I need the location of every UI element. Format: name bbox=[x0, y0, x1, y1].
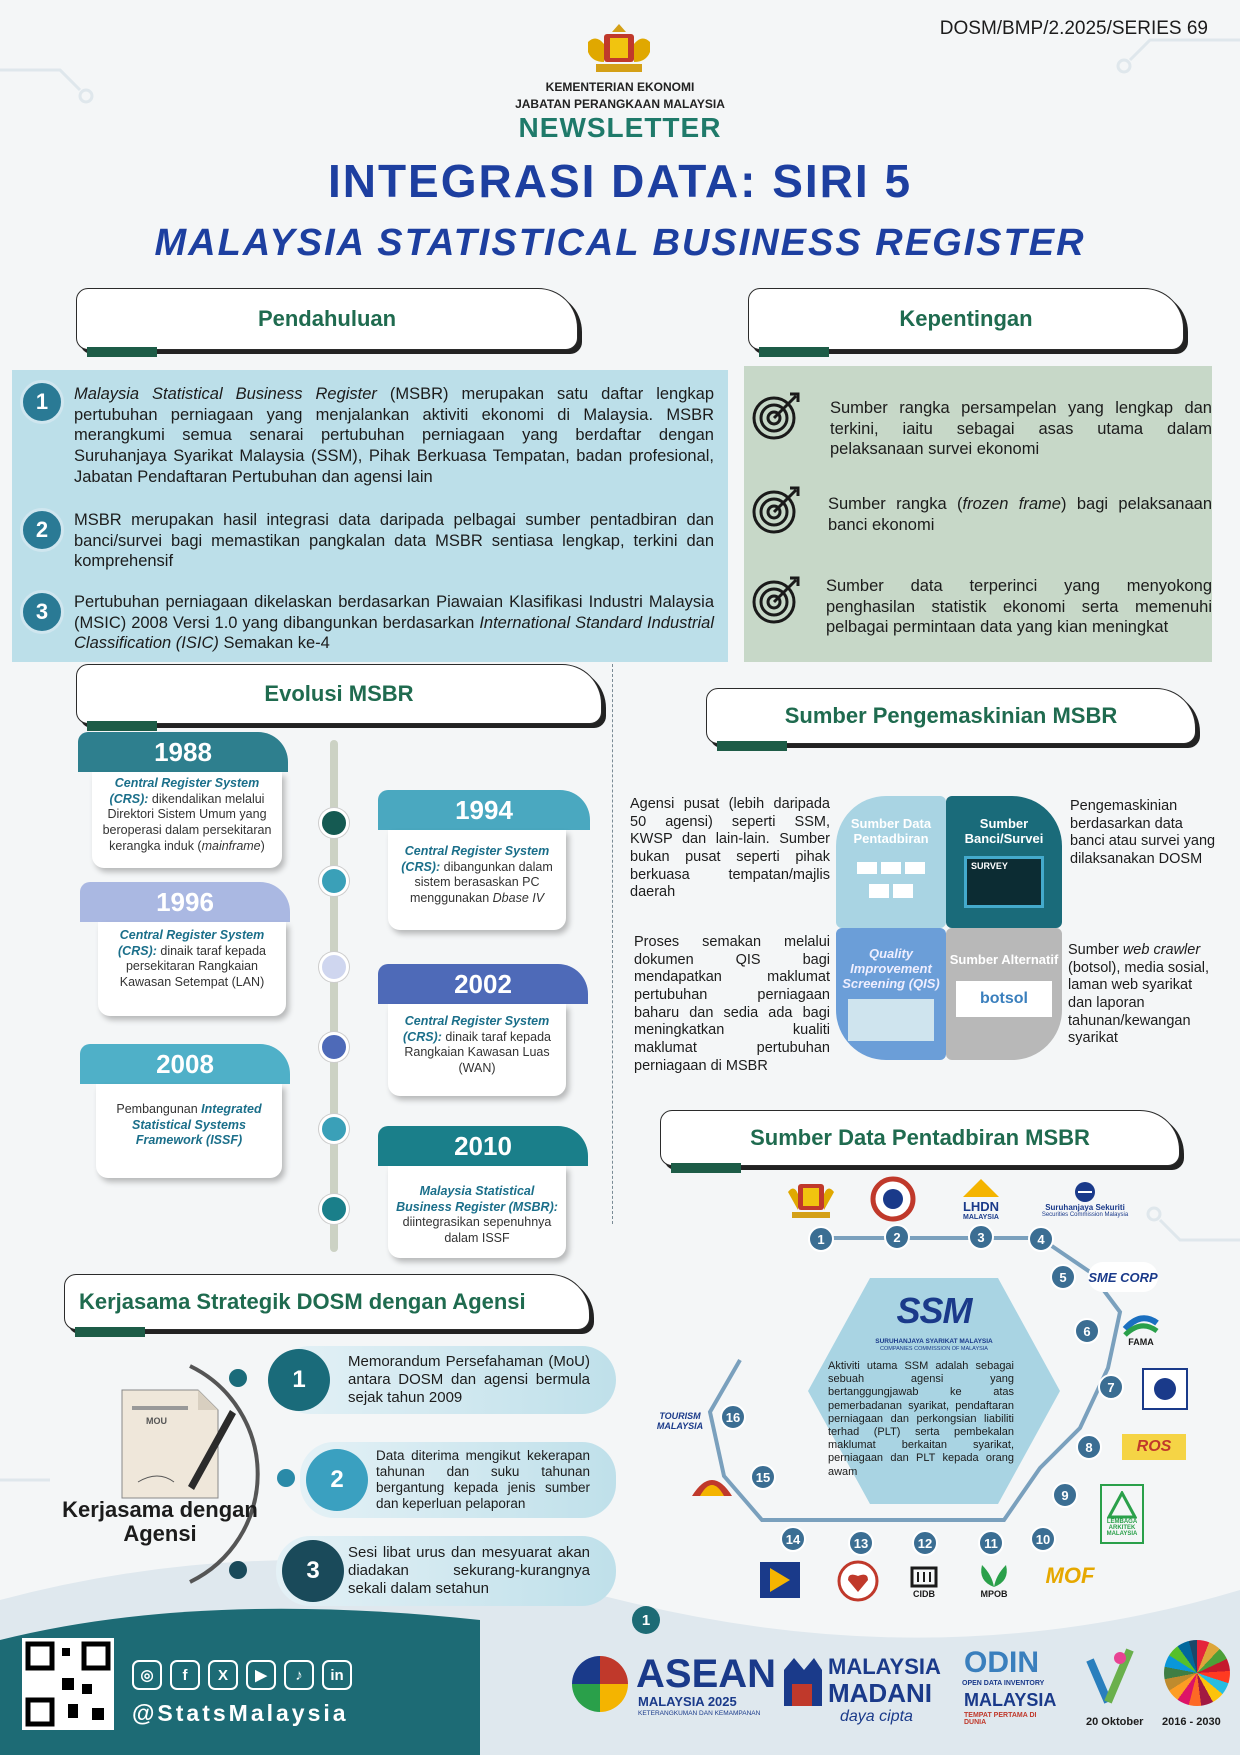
quadrant-pentadbiran-label: Sumber Data Pentadbiran bbox=[850, 816, 932, 846]
evolusi-card-2008 bbox=[96, 1084, 282, 1178]
department-name: JABATAN PERANGKAAN MALAYSIA bbox=[515, 97, 725, 111]
evolusi-end-1988: ) bbox=[260, 838, 265, 853]
coat-of-arms-logo bbox=[786, 1176, 836, 1220]
page-subtitle: MALAYSIA STATISTICAL BUSINESS REGISTER bbox=[154, 222, 1086, 264]
agency-7-logo bbox=[1142, 1368, 1188, 1410]
ring-node: 14 bbox=[780, 1526, 806, 1552]
pendahuluan-item-1-text: (MSBR) merupakan satu daftar lengkap pertubuhan perniagaan yang menjalankan aktiviti ekonomi di Malaysia. MSBR merangkumi semua senarai pertubuhan perniagaan yang berdaftar dengan Suruhanjaya Syarikat Malaysia (SSM), Pihak Berkuasa Tempatan, badan profesional, Jabatan Pendaftaran Pertubuhan dan agensi lain bbox=[74, 385, 714, 486]
kerjasama-number-3: 3 bbox=[282, 1540, 344, 1602]
ring-node: 15 bbox=[750, 1464, 776, 1490]
odin-country: MALAYSIA bbox=[964, 1690, 1057, 1710]
evolusi-text-1988: dikendalikan melalui Direktori Sistem Umum yang beroperasi dalam persekitaran kerangka induk ( bbox=[102, 791, 272, 853]
quadrant-qis bbox=[836, 928, 946, 1060]
cidb-logo bbox=[896, 1560, 952, 1604]
odin-sub: OPEN DATA INVENTORY bbox=[962, 1680, 1045, 1687]
lhdn-logo-text: LHDN bbox=[962, 1199, 1000, 1214]
survey-screen-icon bbox=[964, 856, 1044, 908]
ring-node: 16 bbox=[720, 1404, 746, 1430]
securities-commission-logo bbox=[1040, 1176, 1130, 1222]
evolusi-text-2010: diintegrasikan sepenuhnya dalam ISSF bbox=[402, 1215, 552, 1245]
social-icons bbox=[132, 1660, 352, 1690]
ssm-description: Aktiviti utama SSM adalah sebagai sebuah agensi yang bertanggungjawab ke atas pemerbadanan syarikat, pendaftaran perniagaan dan perkongsian liabiliti terhad (PLT) serta pembekalan maklumat berkaitan syarikat, perniagaan dan PLT kepada orang awam bbox=[828, 1360, 1014, 1478]
timeline-dot bbox=[319, 808, 349, 838]
kerjasama-item-2-text: Data diterima mengikut kekerapan tahunan dan suku tahunan bergantung kepada jenis sumber dan keperluan pelaporan bbox=[376, 1447, 590, 1512]
crs-label: Central Register System (CRS): bbox=[109, 776, 260, 806]
ring-node: 2 bbox=[884, 1224, 910, 1250]
evolusi-pre-2008: Pembangunan bbox=[116, 1102, 202, 1116]
sc-mark-icon bbox=[1070, 1181, 1100, 1203]
tiktok-icon[interactable]: ♪ bbox=[284, 1660, 314, 1690]
ring-node: 13 bbox=[848, 1530, 874, 1556]
quadrant-banci-label: Sumber Banci/Survei bbox=[964, 816, 1044, 846]
sdg-years: 2016 - 2030 bbox=[1162, 1716, 1221, 1728]
qis-screen-icon bbox=[848, 999, 934, 1041]
botsol-logo: botsol bbox=[956, 981, 1052, 1017]
mou-label: MOU bbox=[146, 1416, 167, 1426]
pentadbiran-heading bbox=[660, 1110, 1180, 1166]
pengemaskinian-q4-text bbox=[1068, 942, 1218, 1048]
pentadbiran-heading-text: Sumber Data Pentadbiran MSBR bbox=[750, 1125, 1090, 1150]
year-2002: 2002 bbox=[378, 964, 588, 1004]
evolusi-card-1996 bbox=[98, 922, 286, 1016]
facebook-icon[interactable]: f bbox=[170, 1660, 200, 1690]
tourism-malaysia-logo: TOURISM MALAYSIA bbox=[656, 1411, 704, 1431]
msbr-italic: Malaysia Statistical Business Register bbox=[74, 385, 377, 403]
kerjasama-label: Kerjasama dengan Agensi bbox=[62, 1497, 258, 1547]
mpob-logo-text: MPOB bbox=[980, 1589, 1008, 1599]
youtube-icon[interactable]: ▶ bbox=[246, 1660, 276, 1690]
ministry-name: KEMENTERIAN EKONOMI bbox=[545, 80, 695, 94]
year-1996: 1996 bbox=[80, 882, 290, 922]
ssm-name-en: COMPANIES COMMISSION OF MALAYSIA bbox=[880, 1346, 988, 1352]
agency-15-logo bbox=[686, 1460, 738, 1504]
kerjasama-item-1-text: Memorandum Persefahaman (MoU) antara DOSM dan agensi bermula sejak tahun 2009 bbox=[348, 1353, 590, 1406]
quadrant-qis-label: Quality Improvement Screening (QIS) bbox=[842, 946, 940, 991]
agency-logos-icon bbox=[851, 854, 931, 914]
crs-label: Central Register System (CRS): bbox=[118, 928, 265, 958]
web-crawler-italic: web crawler bbox=[1122, 942, 1201, 958]
timeline-dot bbox=[319, 1032, 349, 1062]
world-statistics-day-date: 20 Oktober bbox=[1086, 1716, 1144, 1728]
document-code: DOSM/BMP/2.2025/SERIES 69 bbox=[939, 18, 1208, 39]
pendahuluan-item-1 bbox=[74, 384, 714, 487]
timeline-dot bbox=[319, 952, 349, 982]
timeline-dot bbox=[319, 1114, 349, 1144]
evolusi-card-2002 bbox=[388, 1004, 566, 1096]
evolusi-text-2002: dinaik taraf kepada Rangkaian Kawasan Luas (WAN) bbox=[404, 1029, 551, 1075]
ring-node: 11 bbox=[978, 1530, 1004, 1556]
pendahuluan-item-3 bbox=[74, 592, 714, 654]
agency-14-logo bbox=[758, 1560, 802, 1600]
year-2010: 2010 bbox=[378, 1126, 588, 1166]
evolusi-heading-text: Evolusi MSBR bbox=[264, 681, 414, 706]
fama-logo-text: FAMA bbox=[1128, 1337, 1154, 1347]
smecorp-logo: SME CORP bbox=[1088, 1262, 1158, 1292]
target-icon bbox=[752, 390, 802, 440]
agency-7-mark-icon bbox=[1152, 1376, 1178, 1402]
ring-node: 1 bbox=[808, 1226, 834, 1252]
evolusi-card-1988 bbox=[92, 772, 282, 868]
lhdn-logo-sub: MALAYSIA bbox=[963, 1214, 999, 1221]
pendahuluan-item-3-text: Pertubuhan perniagaan dikelaskan berdasarkan Piawaian Klasifikasi Industri Malaysia (MSIC) 2008 Versi 1.0 yang dibangunkan berdasarkan bbox=[74, 593, 714, 632]
issf-label: Integrated Statistical Systems Framework (ISSF) bbox=[132, 1102, 262, 1148]
dbase-italic: Dbase IV bbox=[492, 890, 545, 905]
kepentingan-item-1: Sumber rangka persampelan yang lengkap dan terkini, iaitu sebagai asas utama dalam pelaksanaan survei ekonomi bbox=[830, 399, 1212, 459]
ring-node: 8 bbox=[1076, 1434, 1102, 1460]
madani-line2: MADANI bbox=[828, 1678, 932, 1708]
evolusi-heading bbox=[76, 664, 602, 724]
mpob-logo bbox=[964, 1558, 1024, 1602]
kerjasama-item-3-text: Sesi libat urus dan mesyuarat akan diadakan sekurang-kurangnya sekali dalam setahun bbox=[348, 1544, 590, 1597]
target-icon bbox=[752, 574, 802, 624]
ssm-name: SURUHANJAYA SYARIKAT MALAYSIA bbox=[875, 1338, 993, 1345]
odin-rank: TEMPAT PERTAMA DI DUNIA bbox=[964, 1712, 1037, 1726]
kepentingan-heading bbox=[748, 288, 1184, 350]
pendahuluan-heading-text: Pendahuluan bbox=[257, 306, 397, 331]
coat-of-arms-logo bbox=[582, 22, 656, 76]
x-icon[interactable]: X bbox=[208, 1660, 238, 1690]
pengemaskinian-heading bbox=[706, 688, 1196, 744]
asean-emblem-icon bbox=[572, 1656, 628, 1712]
ring-node: 5 bbox=[1050, 1264, 1076, 1290]
mainframe-italic: mainframe bbox=[201, 838, 261, 853]
ring-node: 9 bbox=[1052, 1482, 1078, 1508]
page-number: 1 bbox=[632, 1606, 660, 1634]
survey-screen-label: SURVEY bbox=[971, 861, 1008, 871]
kepentingan-item-2 bbox=[828, 494, 1212, 535]
page-title: INTEGRASI DATA: SIRI 5 bbox=[327, 155, 913, 207]
timeline-dot bbox=[319, 1194, 349, 1224]
linkedin-icon[interactable]: in bbox=[322, 1660, 352, 1690]
pengemaskinian-heading-text: Sumber Pengemaskinian MSBR bbox=[784, 703, 1118, 728]
madani-line1: MALAYSIA bbox=[828, 1654, 941, 1679]
ring-node: 6 bbox=[1074, 1318, 1100, 1344]
kepentingan-item-2-pre: Sumber rangka ( bbox=[828, 495, 963, 513]
pendahuluan-number-3: 3 bbox=[20, 590, 64, 634]
pengemaskinian-q4-pre: Sumber bbox=[1068, 942, 1123, 958]
mpob-mark-icon bbox=[974, 1561, 1014, 1589]
asean-sub: MALAYSIA 2025 bbox=[638, 1694, 737, 1709]
year-1994: 1994 bbox=[378, 790, 590, 830]
fama-mark-icon bbox=[1121, 1309, 1161, 1337]
mou-document-icon bbox=[118, 1386, 238, 1502]
quadrant-pentadbiran bbox=[836, 796, 946, 928]
target-icon bbox=[752, 484, 802, 534]
cidb-mark-icon bbox=[909, 1565, 939, 1589]
kepentingan-heading-text: Kepentingan bbox=[899, 306, 1033, 331]
lhdn-logo bbox=[950, 1176, 1012, 1222]
pendahuluan-number-2: 2 bbox=[20, 508, 64, 552]
pendahuluan-heading bbox=[76, 288, 578, 350]
timeline-dot bbox=[319, 866, 349, 896]
arkitek-logo-text: LEMBAGA ARKITEK MALAYSIA bbox=[1106, 1519, 1138, 1537]
sc-logo-sub: Securities Commission Malaysia bbox=[1041, 1211, 1129, 1218]
evolusi-card-1994 bbox=[388, 830, 566, 930]
quadrant-banci bbox=[946, 796, 1062, 928]
cidb-logo-text: CIDB bbox=[913, 1589, 935, 1599]
year-1988: 1988 bbox=[78, 732, 288, 772]
kwsp-logo bbox=[868, 1176, 918, 1222]
heart-logo bbox=[834, 1560, 882, 1602]
kerjasama-heading-text: Kerjasama Strategik DOSM dengan Agensi bbox=[79, 1289, 526, 1314]
msbr-label: Malaysia Statistical Business Register (MSBR): bbox=[396, 1184, 558, 1214]
frozen-frame-italic: frozen frame bbox=[962, 495, 1061, 513]
ring-node: 7 bbox=[1098, 1374, 1124, 1400]
evolusi-text-1994: dibangunkan dalam sistem berasaskan PC menggunakan bbox=[409, 859, 553, 905]
ssm-logo: SSM bbox=[896, 1290, 972, 1331]
asean-logo: ASEAN bbox=[636, 1652, 777, 1696]
qr-code[interactable] bbox=[22, 1638, 114, 1730]
social-handle[interactable]: @StatsMalaysia bbox=[132, 1700, 349, 1726]
instagram-icon[interactable]: ◎ bbox=[132, 1660, 162, 1690]
quadrant-alternatif-label: Sumber Alternatif bbox=[949, 952, 1059, 967]
madani-line3: daya cipta bbox=[840, 1708, 913, 1725]
pengemaskinian-q2-text: Pengemaskinian berdasarkan data banci atau survei yang dilaksanakan DOSM bbox=[1070, 798, 1216, 868]
pendahuluan-number-1: 1 bbox=[20, 380, 64, 424]
pengemaskinian-q1-text: Agensi pusat (lebih daripada 50 agensi) seperti SSM, KWSP dan lain-lain. Sumber bukan pusat seperti pihak berkuasa tempatan/majlis daerah bbox=[630, 796, 830, 901]
crs-label: Central Register System (CRS): bbox=[403, 1014, 550, 1044]
isic-italic: International Standard Industrial Classification (ISIC) bbox=[74, 613, 714, 653]
kepentingan-item-2-post: ) bagi pelaksanaan banci ekonomi bbox=[828, 495, 1213, 534]
year-2008: 2008 bbox=[80, 1044, 290, 1084]
sdg-wheel-icon bbox=[1164, 1640, 1230, 1706]
kerjasama-heading bbox=[64, 1274, 590, 1330]
column-divider bbox=[612, 664, 613, 1224]
quadrant-alternatif bbox=[946, 928, 1062, 1060]
asean-tagline: KETERANGKUMAN DAN KEMAMPANAN bbox=[638, 1710, 761, 1717]
lhdn-mark-icon bbox=[961, 1177, 1001, 1199]
evolusi-card-2010 bbox=[388, 1166, 566, 1258]
pengemaskinian-q3-text: Proses semakan melalui dokumen QIS bagi mendapatkan maklumat pertubuhan perniagaan baharu dan sedia ada bagi meningkatkan kualiti maklumat pertubuhan perniagaan di MSBR bbox=[634, 934, 830, 1074]
odin-logo: ODIN bbox=[964, 1646, 1039, 1679]
sc-logo-text: Suruhanjaya Sekuriti bbox=[1045, 1202, 1125, 1212]
newsletter-label: NEWSLETTER bbox=[518, 112, 722, 143]
pengemaskinian-q4-rest: (botsol), media sosial, laman web syarikat dan laporan tahunan/kewangan syarikat bbox=[1068, 959, 1210, 1047]
kerjasama-number-1: 1 bbox=[268, 1349, 330, 1411]
crs-label: Central Register System (CRS): bbox=[401, 844, 550, 874]
mof-logo: MOF bbox=[1045, 1563, 1095, 1588]
arkitek-mark-icon bbox=[1107, 1491, 1137, 1519]
ros-logo: ROS bbox=[1122, 1434, 1186, 1460]
kerjasama-number-2: 2 bbox=[306, 1449, 368, 1511]
ring-node: 10 bbox=[1030, 1526, 1056, 1552]
madani-hand-icon bbox=[780, 1650, 826, 1712]
pendahuluan-item-2: MSBR merupakan hasil integrasi data daripada pelbagai sumber pentadbiran dan banci/survei bagi memastikan pangkalan data MSBR sentiasa lengkap, terkini dan komprehensif bbox=[74, 511, 714, 571]
ring-node: 12 bbox=[912, 1530, 938, 1556]
pendahuluan-item-3-tail: Semakan ke-4 bbox=[218, 634, 330, 653]
evolusi-text-1996: dinaik taraf kepada persekitaran Rangkaian Kawasan Setempat (LAN) bbox=[119, 943, 266, 989]
lembaga-arkitek-logo bbox=[1100, 1484, 1144, 1544]
kepentingan-item-3: Sumber data terperinci yang menyokong penghasilan statistik ekonomi serta memenuhi pelbagai permintaan data yang kian meningkat bbox=[826, 577, 1212, 637]
ring-node: 3 bbox=[968, 1224, 994, 1250]
world-statistics-day-logo bbox=[1080, 1640, 1140, 1712]
ring-node: 4 bbox=[1028, 1226, 1054, 1252]
fama-logo bbox=[1116, 1306, 1166, 1350]
